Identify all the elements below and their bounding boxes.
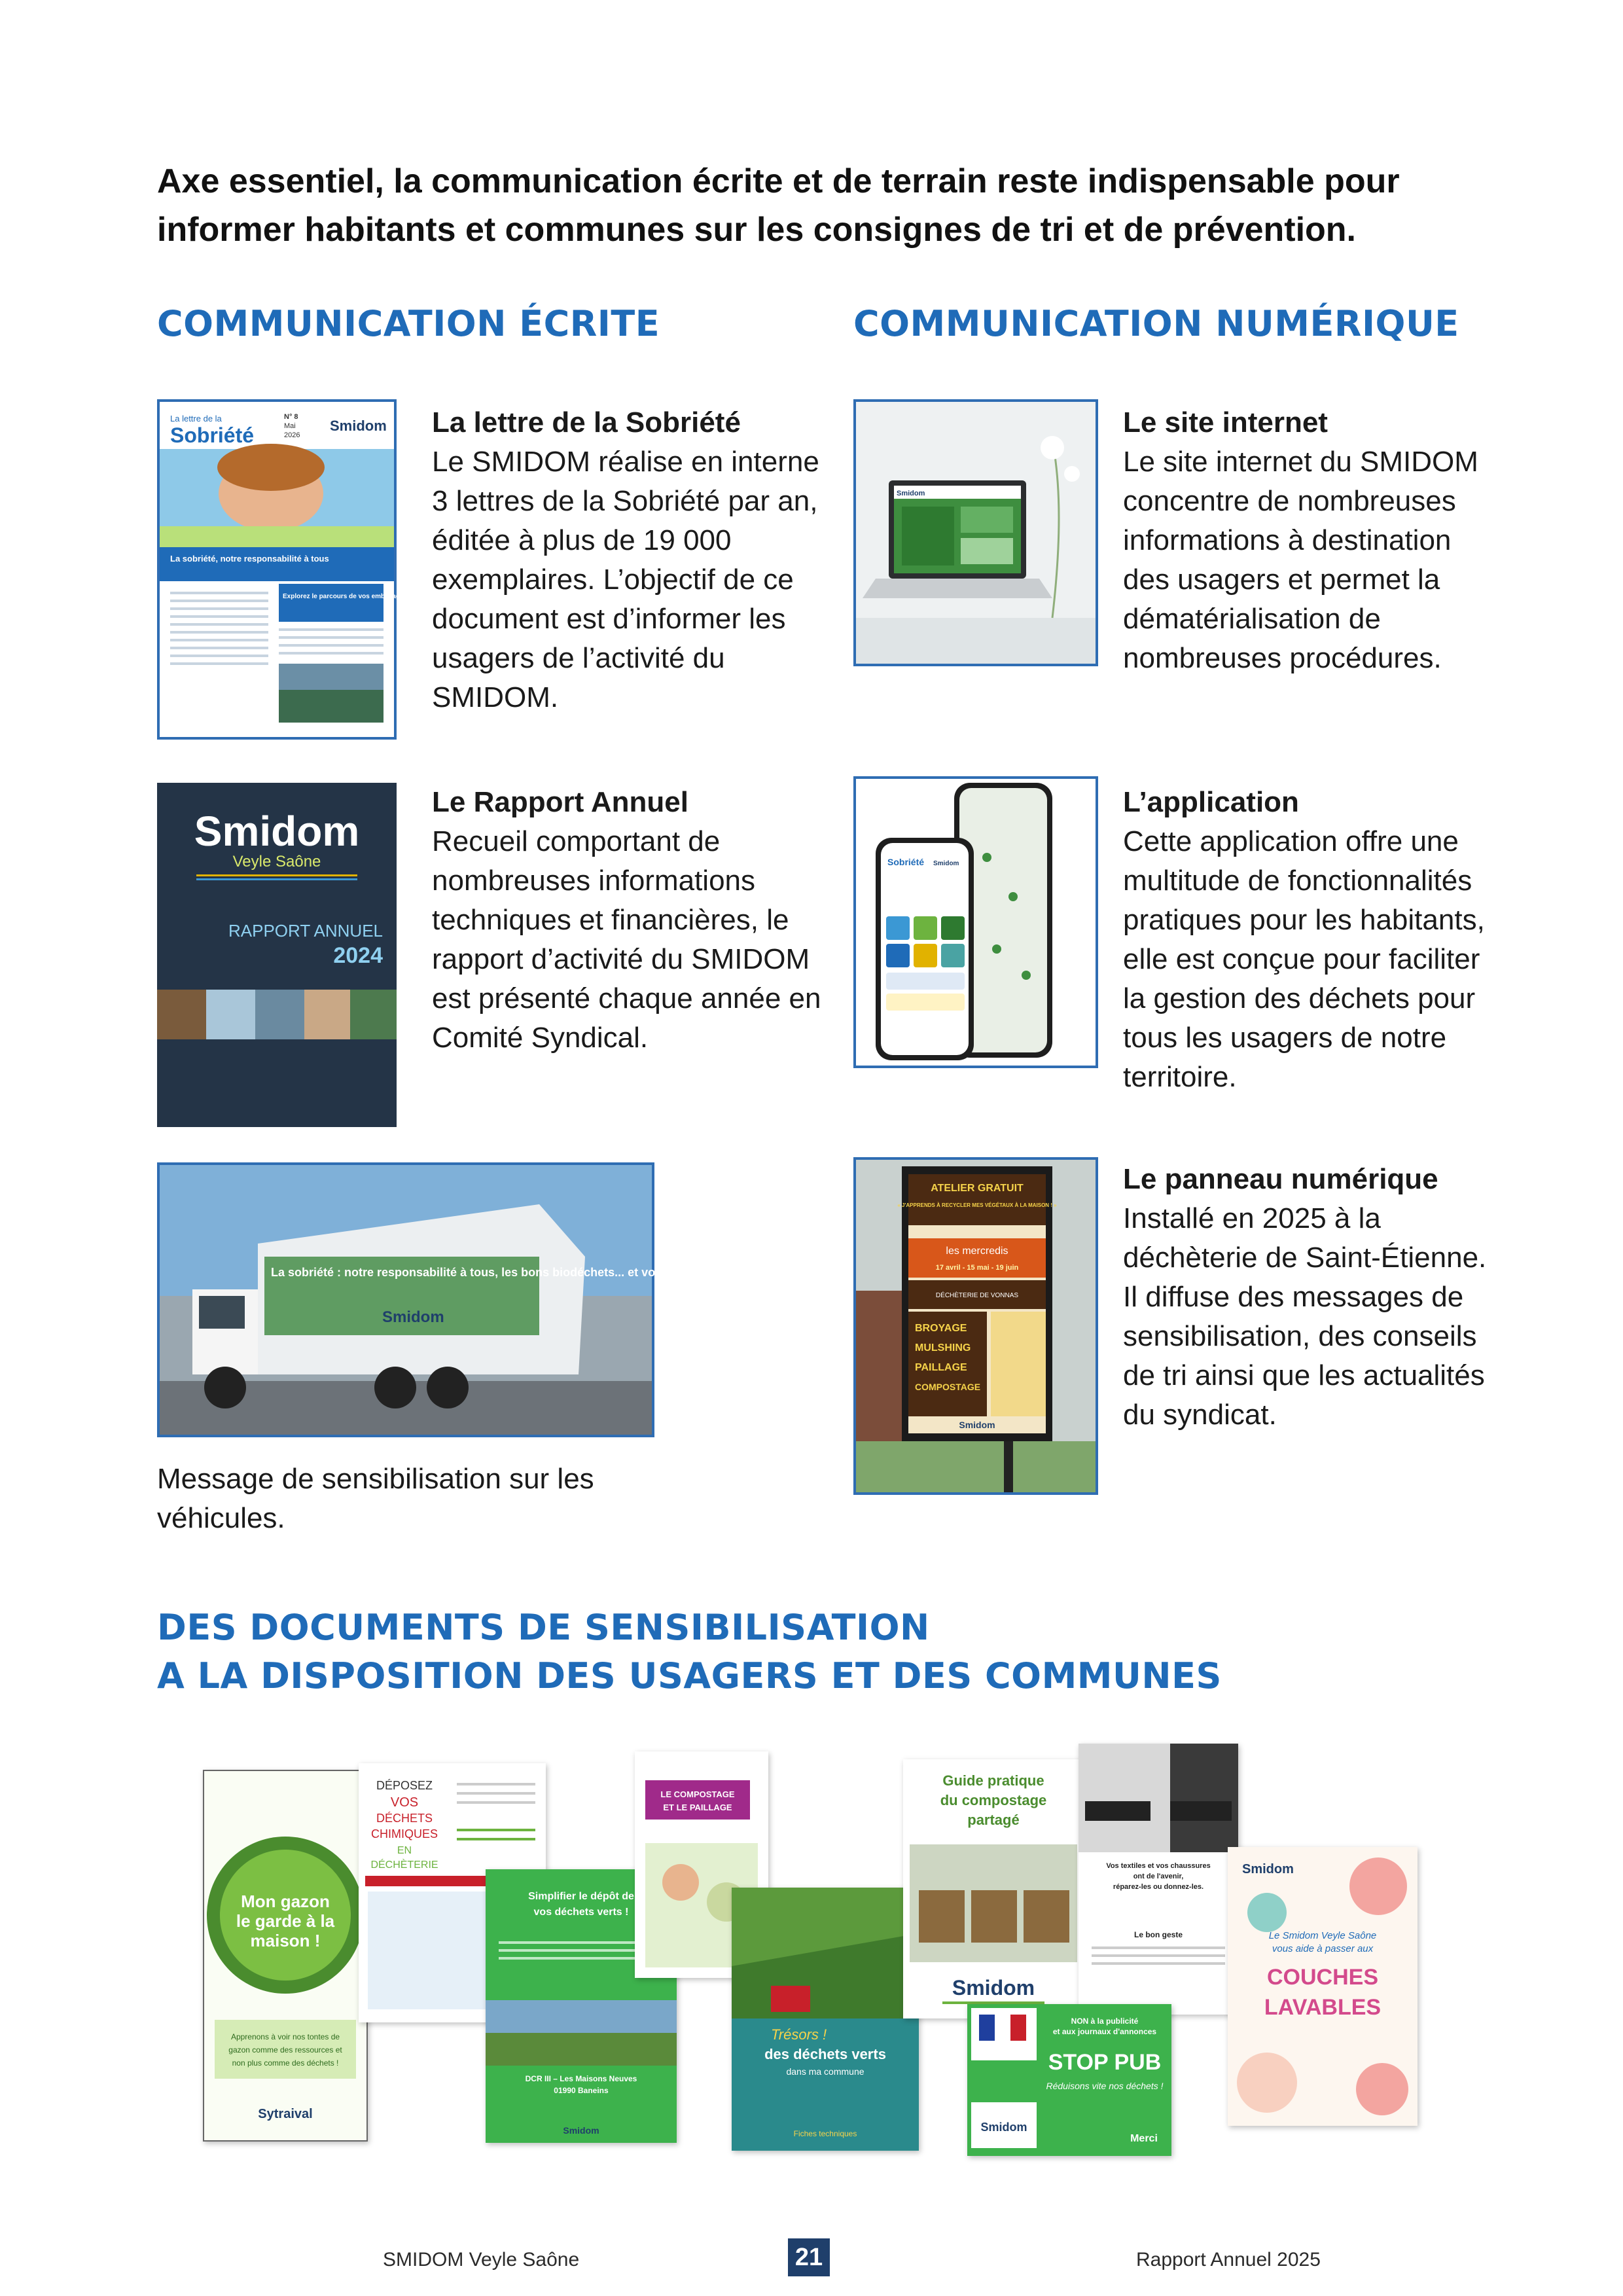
svg-text:01990 Baneins: 01990 Baneins [554, 2086, 609, 2095]
svg-text:partagé: partagé [967, 1812, 1020, 1828]
svg-text:Merci: Merci [1130, 2133, 1158, 2144]
svg-text:DÉPOSEZ: DÉPOSEZ [376, 1779, 433, 1792]
panneau-numerique-image [853, 1157, 1098, 1495]
site-internet-title: Le site internet [1123, 406, 1328, 439]
svg-text:Vos textiles et vos chaussures: Vos textiles et vos chaussures [1106, 1862, 1211, 1870]
svg-text:Apprenons à voir nos tontes de: Apprenons à voir nos tontes de [230, 2032, 340, 2041]
svg-text:DÉCHÈTERIE: DÉCHÈTERIE [370, 1859, 438, 1871]
section-title-communication-numerique: COMMUNICATION NUMÉRIQUE [853, 303, 1459, 344]
svg-text:DÉCHETS: DÉCHETS [376, 1812, 433, 1825]
svg-text:Sobriété: Sobriété [887, 857, 925, 867]
rapport-annuel-body: Recueil comportant de nombreuses informations techniques et financières, le rapport d’activité du SMIDOM est présenté chaque année en Comité Syndical. [432, 825, 821, 1054]
svg-text:des déchets verts: des déchets verts [764, 2046, 886, 2062]
application-image [853, 776, 1098, 1068]
svg-text:VOS: VOS [390, 1795, 419, 1810]
rapport-year: 2024 [333, 943, 383, 968]
doc-couches [1228, 1847, 1418, 2126]
svg-text:Smidom: Smidom [897, 490, 925, 497]
svg-text:dans ma commune: dans ma commune [786, 2066, 865, 2077]
svg-text:vous aide à passer aux: vous aide à passer aux [1272, 1943, 1374, 1954]
panneau-line-4: 17 avril - 15 mai - 19 juin [935, 1264, 1019, 1272]
svg-text:Mon gazon: Mon gazon [241, 1892, 330, 1911]
footer-left: SMIDOM Veyle Saône [383, 2249, 580, 2270]
documents-title-line-1: DES DOCUMENTS DE SENSIBILISATION [157, 1607, 930, 1648]
svg-text:EN: EN [397, 1845, 412, 1856]
svg-text:Smidom: Smidom [330, 418, 387, 434]
doc-guide-compostage [903, 1759, 1084, 2018]
svg-text:Le Smidom Veyle Saône: Le Smidom Veyle Saône [1268, 1930, 1377, 1941]
vehicule-image [157, 1162, 680, 1437]
lettre-small-title: La lettre de la [170, 414, 222, 423]
svg-text:réparez-les ou donnez-les.: réparez-les ou donnez-les. [1113, 1883, 1204, 1891]
doc-gazon-brand: Sytraival [258, 2107, 313, 2121]
lettre-box-text: Explorez le parcours de vos emballages : rejoignez la visite ! [283, 593, 472, 600]
doc-gazon [203, 1770, 368, 2142]
svg-text:Mai: Mai [284, 422, 296, 430]
svg-text:Guide pratique: Guide pratique [942, 1772, 1044, 1789]
rapport-sub: Veyle Saône [232, 853, 321, 870]
lettre-cover-illustration [160, 402, 472, 737]
section-title-communication-ecrite: COMMUNICATION ÉCRITE [157, 303, 660, 344]
footer-right: Rapport Annuel 2025 [1136, 2249, 1321, 2270]
svg-text:Smidom: Smidom [980, 2121, 1027, 2134]
svg-text:Smidom: Smidom [1242, 1862, 1294, 1876]
svg-text:Smidom: Smidom [933, 860, 959, 867]
doc-textiles [1079, 1744, 1238, 2015]
svg-text:Smidom: Smidom [952, 1976, 1035, 2000]
svg-text:2026: 2026 [284, 431, 300, 439]
rapport-annuel-cover [157, 783, 397, 1127]
documents-title-line-2: A LA DISPOSITION DES USAGERS ET DES COMMUNES [157, 1655, 1222, 1696]
application-title: L’application [1123, 786, 1299, 818]
site-internet-body: Le site internet du SMIDOM concentre de nombreuses informations à destination des usagers et permet la dématérialisation de nombreuses procédures. [1123, 446, 1478, 674]
svg-text:Smidom: Smidom [563, 2125, 599, 2136]
doc-tresors [732, 1888, 919, 2151]
svg-text:LE COMPOSTAGE: LE COMPOSTAGE [660, 1789, 735, 1799]
doc-stop-pub [967, 2004, 1171, 2156]
svg-text:STOP PUB: STOP PUB [1048, 2050, 1162, 2075]
lettre-sobriete-image [157, 399, 472, 740]
site-internet-image [853, 399, 1098, 666]
svg-text:ont de l'avenir,: ont de l'avenir, [1133, 1873, 1184, 1880]
rapport-annuel-text [432, 783, 825, 1058]
svg-text:maison !: maison ! [250, 1931, 321, 1950]
svg-text:CHIMIQUES: CHIMIQUES [370, 1827, 438, 1840]
panneau-brand: Smidom [959, 1420, 995, 1430]
site-internet-text [1123, 403, 1489, 678]
svg-text:du compostage: du compostage [940, 1792, 1047, 1808]
svg-text:NON à la publicité: NON à la publicité [1071, 2017, 1139, 2026]
intro-paragraph: Axe essentiel, la communication écrite et de terrain reste indispensable pour informer habitants et communes sur les consignes de tri et de prévention. [157, 162, 1400, 249]
svg-text:LAVABLES: LAVABLES [1264, 1995, 1382, 2020]
lettre-sobriete-text [432, 403, 825, 717]
page-number: 21 [788, 2238, 830, 2276]
rapport-annuel-title: Le Rapport Annuel [432, 786, 688, 818]
panneau-line-2: « J'APPRENDS À RECYCLER MES VÉGÉTAUX À LA MAISON ! » [897, 1202, 1057, 1208]
svg-text:COUCHES: COUCHES [1266, 1965, 1379, 1990]
panneau-line-6: BROYAGE [915, 1323, 967, 1334]
panneau-line-1: ATELIER GRATUIT [931, 1183, 1024, 1194]
truck-slogan: La sobriété : notre responsabilité à tous, les bons biodéchets... et vous ? [271, 1266, 680, 1279]
panneau-line-3: les mercredis [946, 1246, 1008, 1257]
svg-text:DCR III – Les Maisons Neuves: DCR III – Les Maisons Neuves [525, 2074, 637, 2083]
svg-text:N° 8: N° 8 [284, 413, 298, 421]
panneau-line-8: PAILLAGE [915, 1362, 967, 1373]
panneau-line-9: COMPOSTAGE [915, 1382, 981, 1392]
svg-text:Trésors !: Trésors ! [771, 2026, 827, 2043]
lettre-sobriete-body: Le SMIDOM réalise en interne 3 lettres de la Sobriété par an, éditée à plus de 19 000 exemplaires. L’objectif de ce document est d’informer les usagers de l’activité du SMIDOM. [432, 446, 819, 713]
panneau-line-5: DÉCHÈTERIE DE VONNAS [935, 1292, 1019, 1299]
svg-text:non plus comme des déchets !: non plus comme des déchets ! [232, 2058, 339, 2068]
svg-text:gazon comme des ressources et: gazon comme des ressources et [228, 2045, 342, 2054]
svg-text:Fiches techniques: Fiches techniques [793, 2129, 857, 2138]
application-body: Cette application offre une multitude de fonctionnalités pratiques pour les habitants, elle est conçue pour faciliter la gestion des déchets pour tous les usagers de notre territoire. [1123, 825, 1485, 1093]
svg-text:vos déchets verts !: vos déchets verts ! [533, 1907, 629, 1918]
svg-text:Le bon geste: Le bon geste [1133, 1930, 1183, 1939]
svg-text:Simplifier le dépôt de: Simplifier le dépôt de [528, 1891, 634, 1902]
svg-text:le garde à la: le garde à la [236, 1911, 335, 1931]
panneau-numerique-body: Installé en 2025 à la déchèterie de Saint-Étienne. Il diffuse des messages de sensibilisation, des conseils de tri ainsi que les actualités du syndicat. [1123, 1202, 1487, 1431]
lettre-sobriete-title: La lettre de la Sobriété [432, 406, 741, 439]
panneau-line-7: MULSHING [915, 1342, 971, 1354]
vehicule-caption: Message de sensibilisation sur les véhicules. [157, 1463, 594, 1534]
truck-brand: Smidom [382, 1308, 444, 1326]
rapport-brand: Smidom [194, 808, 360, 855]
svg-text:et aux journaux d'annonces: et aux journaux d'annonces [1052, 2027, 1157, 2036]
panneau-numerique-title: Le panneau numérique [1123, 1163, 1438, 1195]
application-text [1123, 783, 1489, 1097]
lettre-big-title: Sobriété [170, 423, 255, 447]
lettre-headline: La sobriété, notre responsabilité à tous [170, 554, 329, 564]
panneau-numerique-text [1123, 1160, 1489, 1435]
rapport-label: RAPPORT ANNUEL [228, 921, 383, 941]
svg-text:ET LE PAILLAGE: ET LE PAILLAGE [663, 1803, 732, 1812]
svg-text:Réduisons vite nos déchets !: Réduisons vite nos déchets ! [1046, 2081, 1164, 2091]
